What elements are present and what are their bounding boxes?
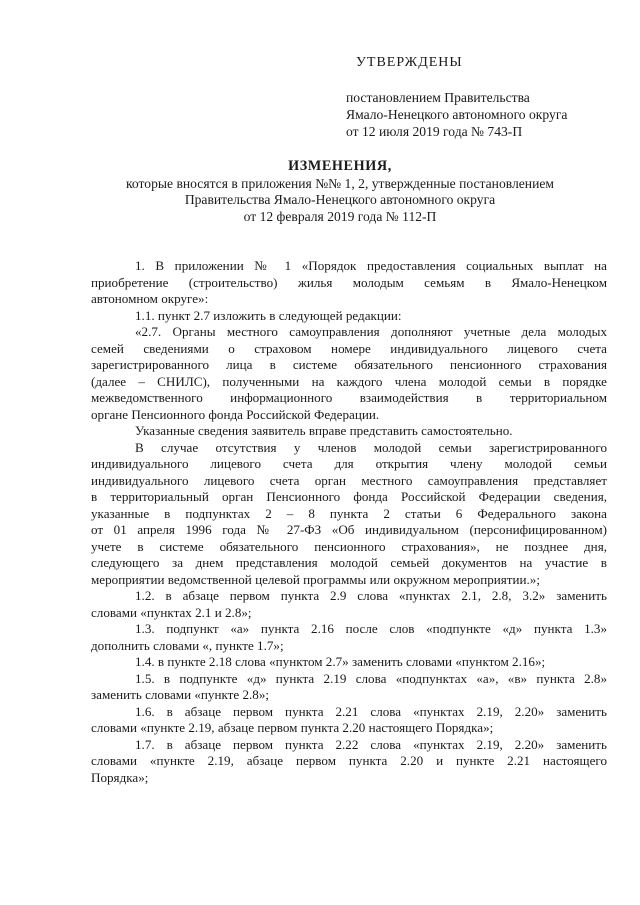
paragraph-line: в территориальный орган Пенсионного фонда Российской Федерации сведения,	[91, 489, 607, 504]
approval-stamp	[346, 54, 626, 140]
paragraph-line: зарегистрированного лица в системе обязательного пенсионного страхования	[91, 357, 607, 372]
approval-line: от 12 июля 2019 года № 743-П	[346, 124, 523, 139]
paragraph-line: словами «пункте 2.19, абзаце первом пункта 2.20 настоящего Порядка»;	[91, 720, 494, 735]
paragraph-line: словами «пунктах 2.1 и 2.8»;	[91, 604, 252, 620]
paragraph-line: следующего за днем представления молодой семьей документов на участие в	[91, 555, 607, 570]
paragraph-line: заменить словами «пункте 2.8»;	[91, 687, 269, 702]
paragraph-line: 1.6. в абзаце первом пункта 2.21 слова «пунктах 2.19, 2.20» заменить	[135, 703, 607, 719]
paragraph-line: семей сведениями о страховом номере индивидуального лицевого счета	[91, 340, 607, 356]
paragraph-line: 1.4. в пункте 2.18 слова «пунктом 2.7» заменить словами «пунктом 2.16»;	[135, 654, 546, 669]
paragraph-line: органе Пенсионного фонда Российской Федерации.	[91, 406, 380, 422]
paragraph-line: учете в системе обязательного пенсионного страхования», не позднее дня,	[91, 538, 607, 554]
paragraph-line: приобретение (строительство) жилья молодым семьям в Ямало-Ненецком	[91, 274, 607, 290]
paragraph-line: «2.7. Органы местного самоуправления дополняют учетные дела молодых	[135, 324, 607, 339]
paragraph	[91, 423, 607, 440]
paragraph	[91, 654, 607, 671]
paragraph-line: 1.1. пункт 2.7 изложить в следующей редакции:	[135, 307, 402, 323]
paragraph-line: Порядка»;	[91, 769, 149, 785]
paragraph	[91, 308, 607, 325]
paragraph	[91, 671, 607, 704]
approval-line: постановлением Правительства	[346, 90, 530, 105]
document-subtitle-line: которые вносятся в приложения №№ 1, 2, утвержденные постановлением	[126, 175, 554, 191]
paragraph-line: указанные в подпунктах 2 – 8 пункта 2 статьи 6 Федерального закона	[91, 505, 607, 521]
paragraph	[91, 258, 607, 308]
paragraph	[91, 737, 607, 787]
paragraph-line: В случае отсутствия у членов молодой семьи зарегистрированного	[135, 439, 607, 455]
document-subtitle-line: от 12 февраля 2019 года № 112-П	[243, 208, 437, 224]
paragraph-line: 1.7. в абзаце первом пункта 2.22 слова «пунктах 2.19, 2.20» заменить	[135, 736, 607, 752]
approval-line: Ямало-Ненецкого автономного округа	[346, 107, 568, 122]
paragraph	[91, 440, 607, 589]
approval-heading: УТВЕРЖДЕНЫ	[356, 55, 463, 70]
paragraph	[91, 621, 607, 654]
paragraph-line: межведомственного информационного взаимодействия в территориальном	[91, 390, 607, 405]
document-subtitle-line: Правительства Ямало-Ненецкого автономного округа	[184, 192, 496, 207]
paragraph-line: 1.5. в подпункте «д» пункта 2.19 слова «подпунктах «а», «в» пункта 2.8»	[135, 670, 607, 686]
paragraph-line: (далее – СНИЛС), полученными на каждого члена молодой семьи в порядке	[91, 373, 607, 389]
paragraph	[91, 588, 607, 621]
paragraph-line: от 01 апреля 1996 года № 27-ФЗ «Об индивидуальном (персонифицированном)	[91, 522, 607, 537]
document-title-block	[60, 158, 620, 225]
paragraph-line: 1.2. в абзаце первом пункта 2.9 слова «пунктах 2.1, 2.8, 3.2» заменить	[135, 588, 607, 603]
paragraph-line: словами «пункте 2.19, абзаце первом пункта 2.20 и пункте 2.21 настоящего	[91, 753, 607, 768]
paragraph	[91, 704, 607, 737]
paragraph	[91, 324, 607, 423]
document-title: ИЗМЕНЕНИЯ,	[288, 158, 392, 174]
paragraph-line: индивидуального лицевого счета для открытия члену молодой семьи	[91, 456, 607, 471]
paragraph-line: дополнить словами «, пункте 1.7»;	[91, 637, 284, 653]
paragraph-line: автономном округе»:	[91, 291, 209, 306]
paragraph-line: мероприятии ведомственной целевой программы или окружном мероприятии.»;	[91, 571, 540, 587]
document-body	[91, 258, 607, 786]
paragraph-line: Указанные сведения заявитель вправе представить самостоятельно.	[135, 423, 513, 438]
paragraph-line: индивидуального лицевого счета орган местного самоуправления представляет	[91, 472, 607, 488]
paragraph-line: 1.3. подпункт «а» пункта 2.16 после слов «подпункте «д» пункта 1.3»	[135, 621, 607, 636]
paragraph-line: 1. В приложении № 1 «Порядок предоставления социальных выплат на	[135, 258, 607, 273]
